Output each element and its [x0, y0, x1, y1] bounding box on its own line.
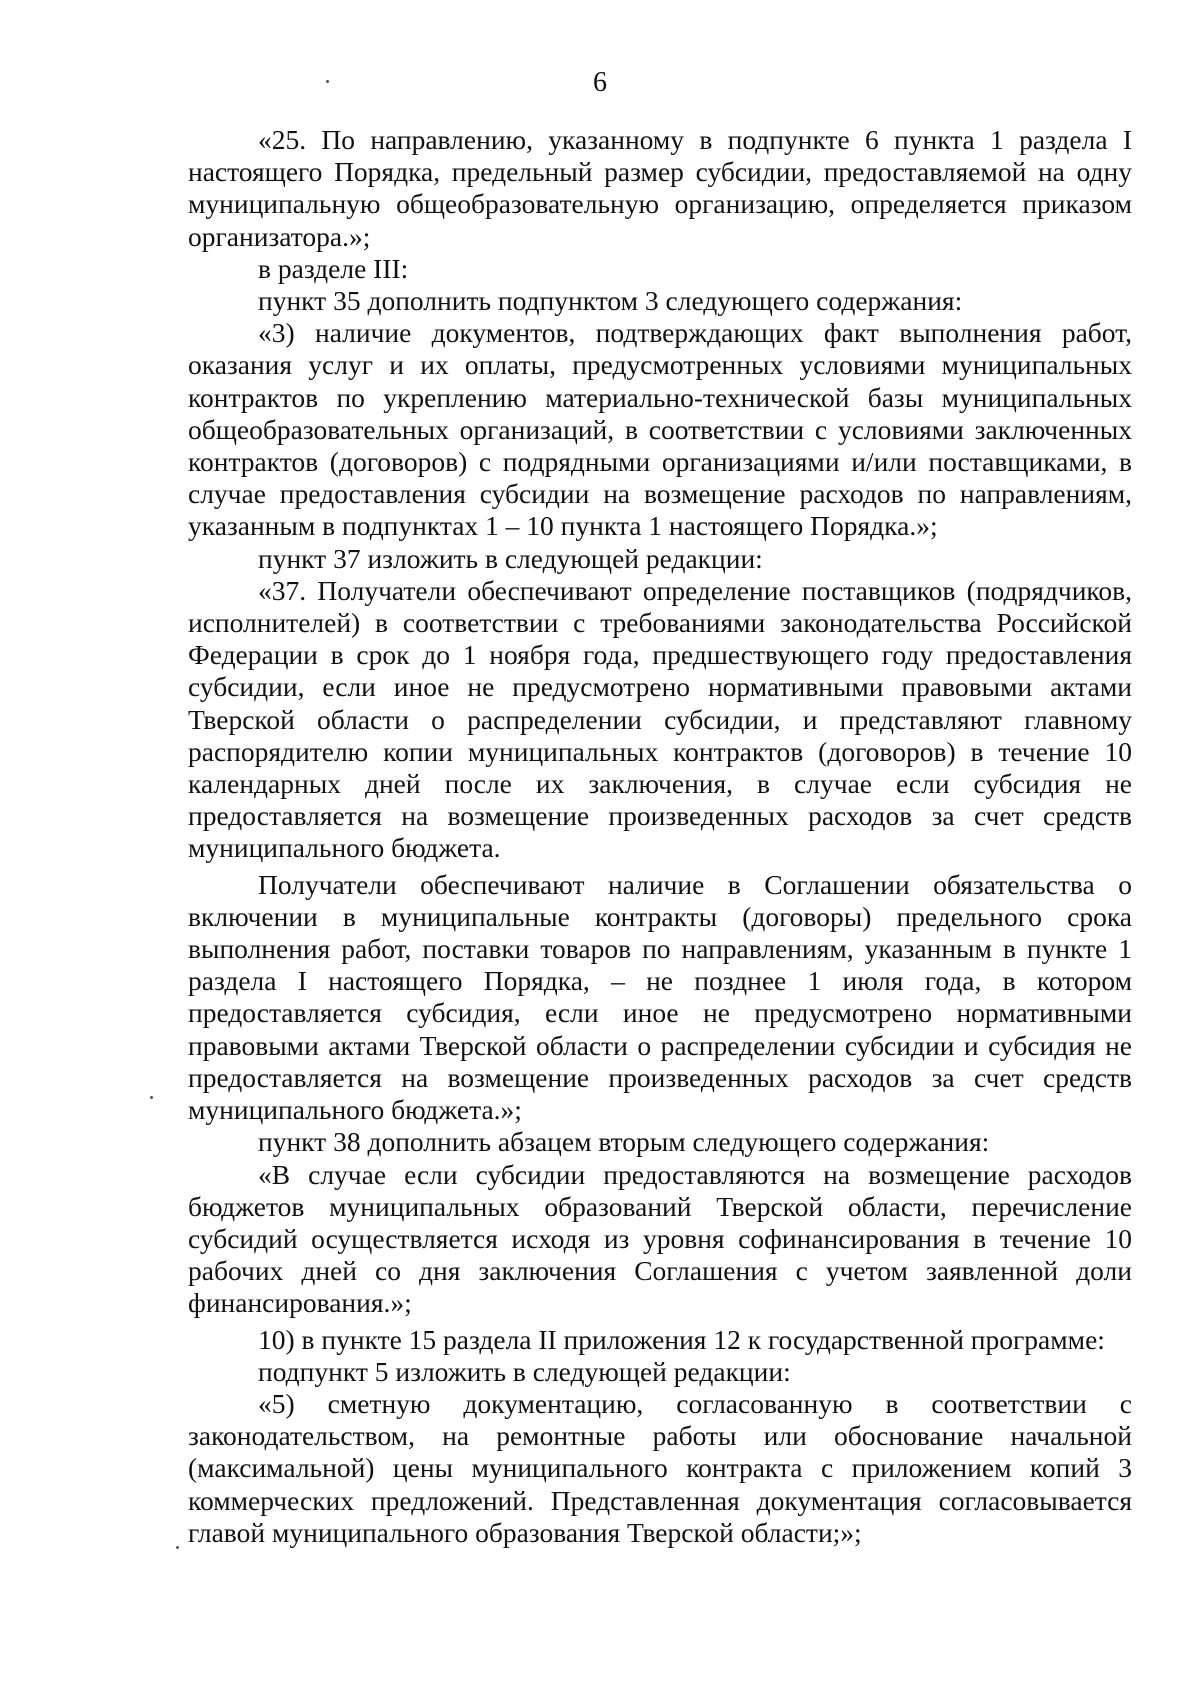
paragraph-subpoint-5: подпункт 5 изложить в следующей редакции:	[258, 1355, 791, 1387]
paragraph-point-37: пункт 37 изложить в следующей редакции:	[258, 542, 763, 574]
document-body	[188, 124, 1132, 1549]
paragraph-point-35: пункт 35 дополнить подпунктом 3 следующего содержания:	[258, 285, 963, 317]
paragraph-section-iii: в разделе III:	[258, 252, 409, 284]
scan-speck	[176, 1546, 179, 1549]
paragraph-point-38: пункт 38 дополнить абзацем вторым следующего содержания:	[258, 1126, 990, 1158]
paragraph-item-37: «37. Получатели обеспечивают определение поставщиков (подрядчиков, исполнителей) в соответствии с требованиями законодательства Российской Федерации в срок до 1 ноября года, предшествующего году предоставления субсидии, если иное не предусмотрено нормативными правовыми актами Тверской области о распределении субсидии, и представляют главному распорядителю копии муниципальных контрактов (договоров) в течение 10 календарных дней после их заключения, в случае если субсидия не предоставляется на возмещение произведенных расходов за счет средств муниципального бюджета.	[188, 574, 1132, 864]
paragraph-subsidy-case: «В случае если субсидии предоставляются на возмещение расходов бюджетов муниципальных образований Тверской области, перечисление субсидий осуществляется исходя из уровня софинансирования в течение 10 рабочих дней со дня заключения Соглашения с учетом заявленной доли финансирования.»;	[188, 1158, 1132, 1319]
scan-speck	[326, 80, 329, 83]
paragraph-subpoint-3: «3) наличие документов, подтверждающих факт выполнения работ, оказания услуг и их оплаты, предусмотренных условиями муниципальных контрактов по укреплению материально-технической базы муниципальных общеобразовательных организаций, в соответствии с условиями заключенных контрактов (договоров) с подрядными организациями и/или поставщиками, в случае предоставления субсидии на возмещение расходов по направлениям, указанным в подпунктах 1 – 10 пункта 1 настоящего Порядка.»;	[188, 317, 1132, 542]
scan-speck	[150, 1096, 153, 1099]
paragraph-recipients: Получатели обеспечивают наличие в Соглашении обязательства о включении в муниципальные контракты (договоры) предельного срока выполнения работ, поставки товаров по направлениям, указанным в пункте 1 раздела I настоящего Порядка, – не позднее 1 июля года, в котором предоставляется субсидия, если иное не предусмотрено нормативными правовыми актами Тверской области о распределении субсидии и субсидия не предоставляется на возмещение произведенных расходов за счет средств муниципального бюджета.»;	[188, 868, 1132, 1126]
page-number: 6	[593, 67, 607, 98]
paragraph-estimate-docs: «5) сметную документацию, согласованную в соответствии с законодательством, на ремонтные работы или обоснование начальной (максимальной) цены муниципального контракта с приложением копий 3 коммерческих предложений. Представленная документация согласовывается главой муниципального образования Тверской области;»;	[188, 1387, 1132, 1548]
paragraph-item-10: 10) в пункте 15 раздела II приложения 12 к государственной программе:	[258, 1323, 1105, 1355]
paragraph-item-25: «25. По направлению, указанному в подпункте 6 пункта 1 раздела I настоящего Порядка, предельный размер субсидии, предоставляемой на одну муниципальную общеобразовательную организацию, определяется приказом организатора.»;	[188, 124, 1132, 252]
